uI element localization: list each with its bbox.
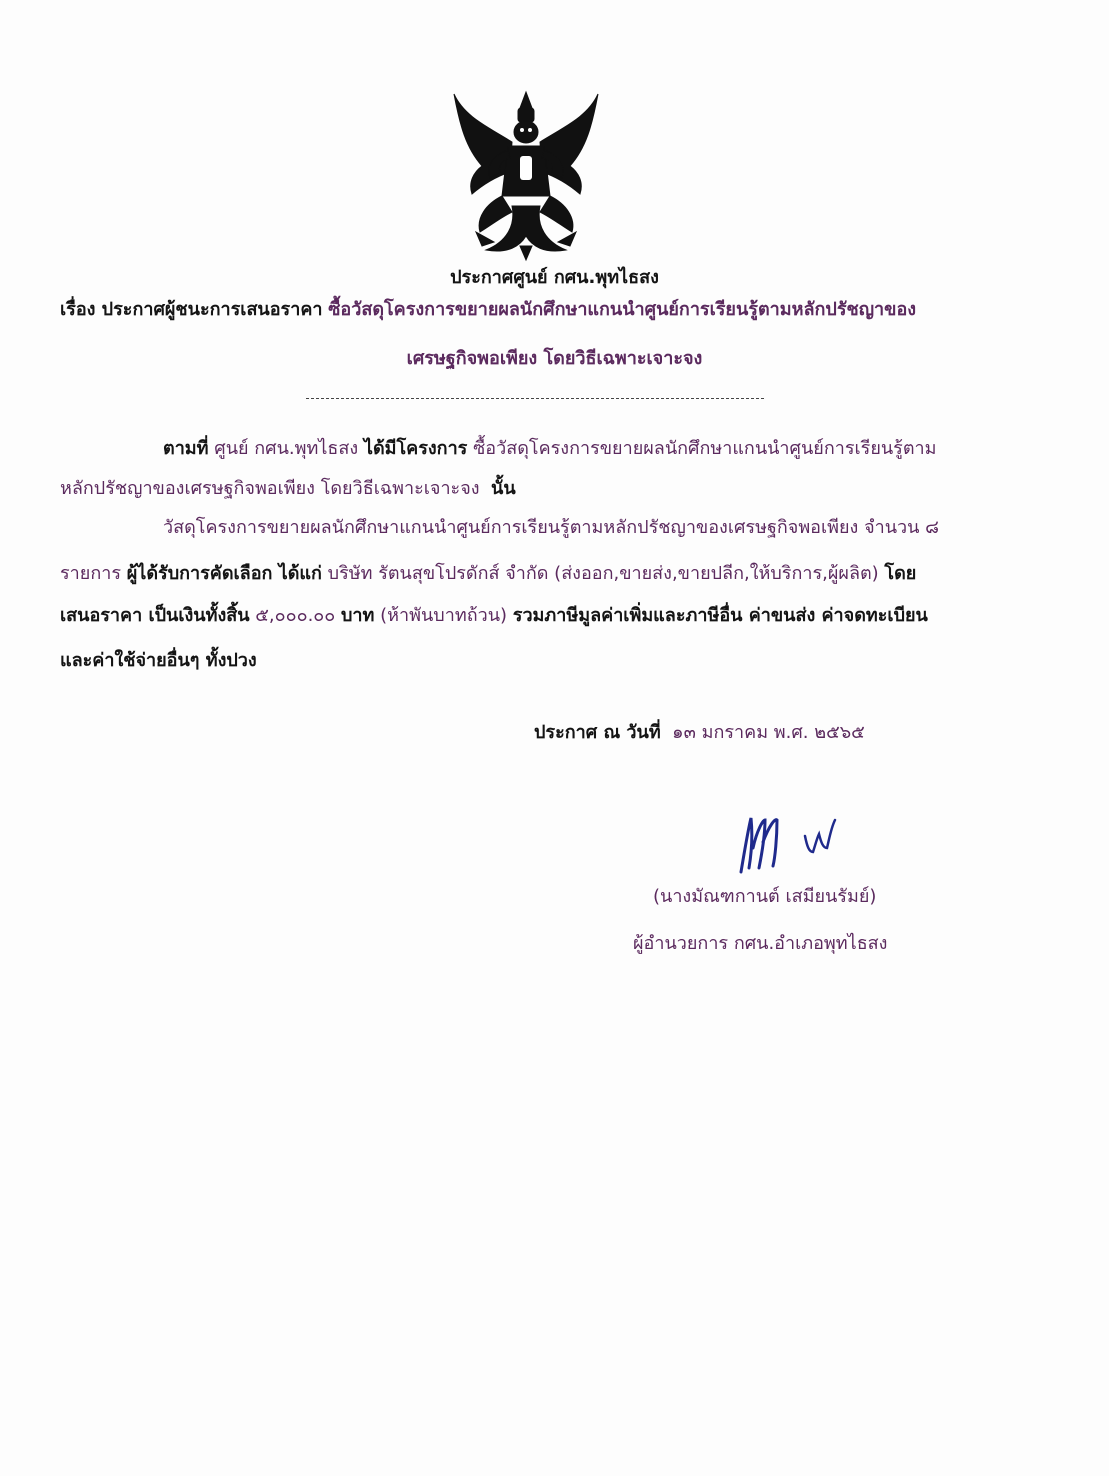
p2-by: โดย: [884, 563, 917, 584]
paragraph-1-line-2: [60, 476, 516, 502]
signer-position: [633, 931, 887, 957]
p4-text: และค่าใช้จ่ายอื่นๆ ทั้งปวง: [60, 650, 257, 671]
title-prefix: ประกาศ: [450, 267, 514, 288]
p1-label-2: ได้มีโครงการ: [363, 438, 468, 459]
p1-project-1: ซื้อวัสดุโครงการขยายผลนักศึกษาแกนนำศูนย์การเรียนรู้ตาม: [473, 438, 937, 459]
p2-items: รายการ: [60, 563, 121, 584]
paragraph-1-line-1: [163, 436, 937, 462]
p1-end: นั้น: [491, 478, 516, 499]
paragraph-2-line-1: [163, 515, 939, 541]
paragraph-3: [60, 603, 928, 629]
p3-words: (ห้าพันบาทถ้วน): [380, 605, 508, 626]
separator-line: [306, 398, 764, 399]
p1-org: ศูนย์ กศน.พุทไธสง: [214, 438, 359, 459]
title-org: ศูนย์ กศน.พุทไธสง: [513, 267, 659, 288]
p1-label-1: ตามที่: [163, 438, 209, 459]
signer-position-text: ผู้อำนวยการ กศน.อำเภอพุทไธสง: [633, 933, 888, 954]
subject-line-2: [0, 346, 1109, 372]
p3-amount: ๕,๐๐๐.๐๐: [255, 605, 336, 626]
p3-rest: รวมภาษีมูลค่าเพิ่มและภาษีอื่น ค่าขนส่ง ค่าจดทะเบียน: [512, 605, 928, 626]
p1-project-2: หลักปรัชญาของเศรษฐกิจพอเพียง โดยวิธีเฉพาะเจาะจง: [60, 478, 480, 499]
paragraph-4: [60, 648, 257, 674]
subject-line-1: [60, 297, 916, 323]
p3-baht: บาท: [341, 605, 375, 626]
p2-line-1: วัสดุโครงการขยายผลนักศึกษาแกนนำศูนย์การเรียนรู้ตามหลักปรัชญาของเศรษฐกิจพอเพียง จำนวน ๘: [163, 517, 940, 538]
announce-label: ประกาศ ณ วันที่: [534, 722, 661, 743]
p2-selected-label: ผู้ได้รับการคัดเลือก ได้แก่: [126, 563, 322, 584]
document-title: [0, 265, 1109, 291]
p3-label: เสนอราคา เป็นเงินทั้งสิ้น: [60, 605, 250, 626]
announce-date-line: [534, 720, 865, 746]
p2-company: บริษัท รัตนสุขโปรดักส์ จำกัด (ส่งออก,ขายส่ง,ขายปลีก,ให้บริการ,ผู้ผลิต): [327, 563, 879, 584]
announce-date: ๑๓ มกราคม พ.ศ. ๒๕๖๕: [672, 722, 865, 743]
signer-name: [653, 884, 876, 910]
paragraph-2-line-2: [60, 561, 916, 587]
signer-name-text: (นางมัณฑกานต์ เสมียนรัมย์): [653, 886, 877, 907]
handwritten-signature-icon: [735, 808, 855, 878]
subject-text-1: ซื้อวัสดุโครงการขยายผลนักศึกษาแกนนำศูนย์การเรียนรู้ตามหลักปรัชญาของ: [328, 299, 917, 320]
garuda-emblem-icon: [446, 86, 606, 262]
subject-text-2: เศรษฐกิจพอเพียง โดยวิธีเฉพาะเจาะจง: [406, 348, 703, 369]
subject-label: เรื่อง ประกาศผู้ชนะการเสนอราคา: [60, 299, 323, 320]
